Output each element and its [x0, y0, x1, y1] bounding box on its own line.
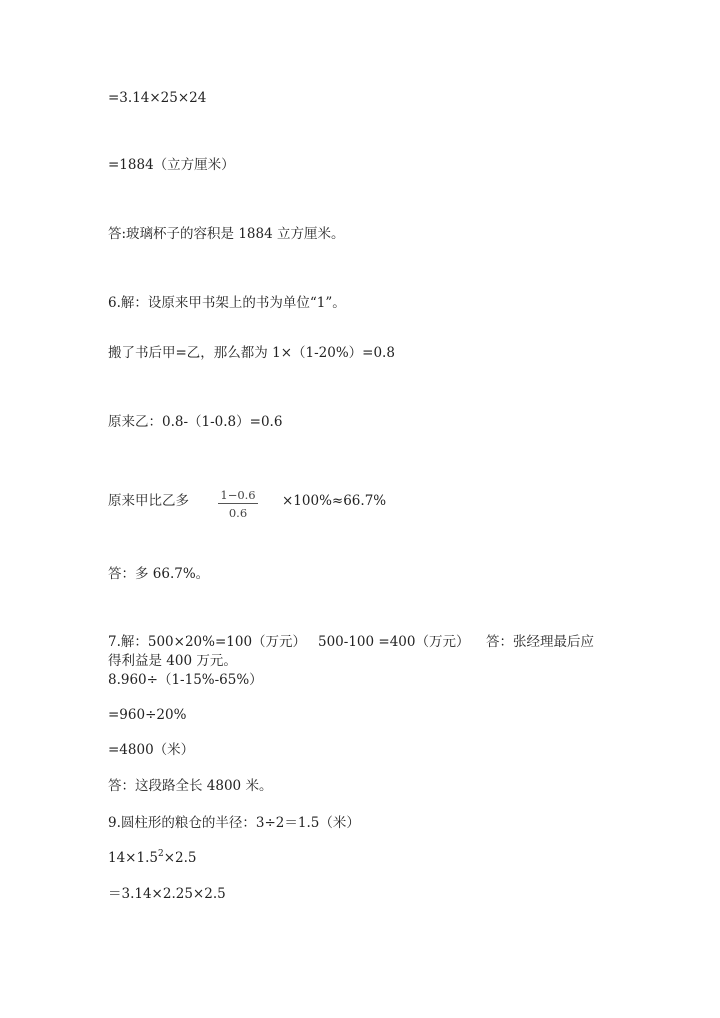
problem-7-part-1: 7.解：500×20%=100（万元）	[108, 634, 307, 650]
problem-6-heading: 6.解：设原来甲书架上的书为单位“1”。	[108, 295, 346, 311]
problem-9-step-1	[108, 849, 196, 867]
answer-line-8: 答：这段路全长 4800 米。	[108, 778, 273, 794]
answer-line-6: 答：多 66.7%。	[108, 566, 210, 582]
problem-6-step-3-result: ×100%≈66.7%	[282, 493, 387, 509]
fraction	[218, 488, 258, 520]
problem-9-heading: 9.圆柱形的粮仓的半径：3÷2＝1.5（米）	[108, 815, 360, 831]
problem-8-heading: 8.960÷（1-15%-65%）	[108, 672, 263, 688]
problem-8-step-1: =960÷20%	[108, 707, 187, 723]
problem-7-part-2: 500-100 =400（万元）	[318, 634, 470, 650]
step-1-tail: ×2.5	[163, 850, 197, 866]
exponent: 2	[157, 848, 164, 859]
problem-7-answer-end: 得利益是 400 万元。	[108, 653, 237, 669]
fraction-numerator: 1−0.6	[220, 488, 256, 502]
problem-8-step-2: =4800（米）	[108, 742, 195, 758]
problem-6-step-1: 搬了书后甲=乙，那么都为 1×（1-20%）=0.8	[108, 345, 395, 361]
step-1-base: 14×1.5	[108, 850, 158, 866]
problem-9-step-2: ＝3.14×2.25×2.5	[108, 886, 226, 902]
problem-7-answer-start: 答：张经理最后应	[486, 634, 594, 650]
fraction-denominator: 0.6	[228, 506, 248, 520]
problem-6-step-2: 原来乙：0.8-（1-0.8）=0.6	[108, 414, 283, 430]
answer-line-5: 答:玻璃杯子的容积是 1884 立方厘米。	[108, 226, 345, 242]
fraction-bar	[218, 503, 258, 504]
problem-6-step-3-label: 原来甲比乙多	[108, 493, 189, 509]
calc-line-2: =1884（立方厘米）	[108, 157, 235, 173]
calc-line-1: =3.14×25×24	[108, 90, 207, 106]
